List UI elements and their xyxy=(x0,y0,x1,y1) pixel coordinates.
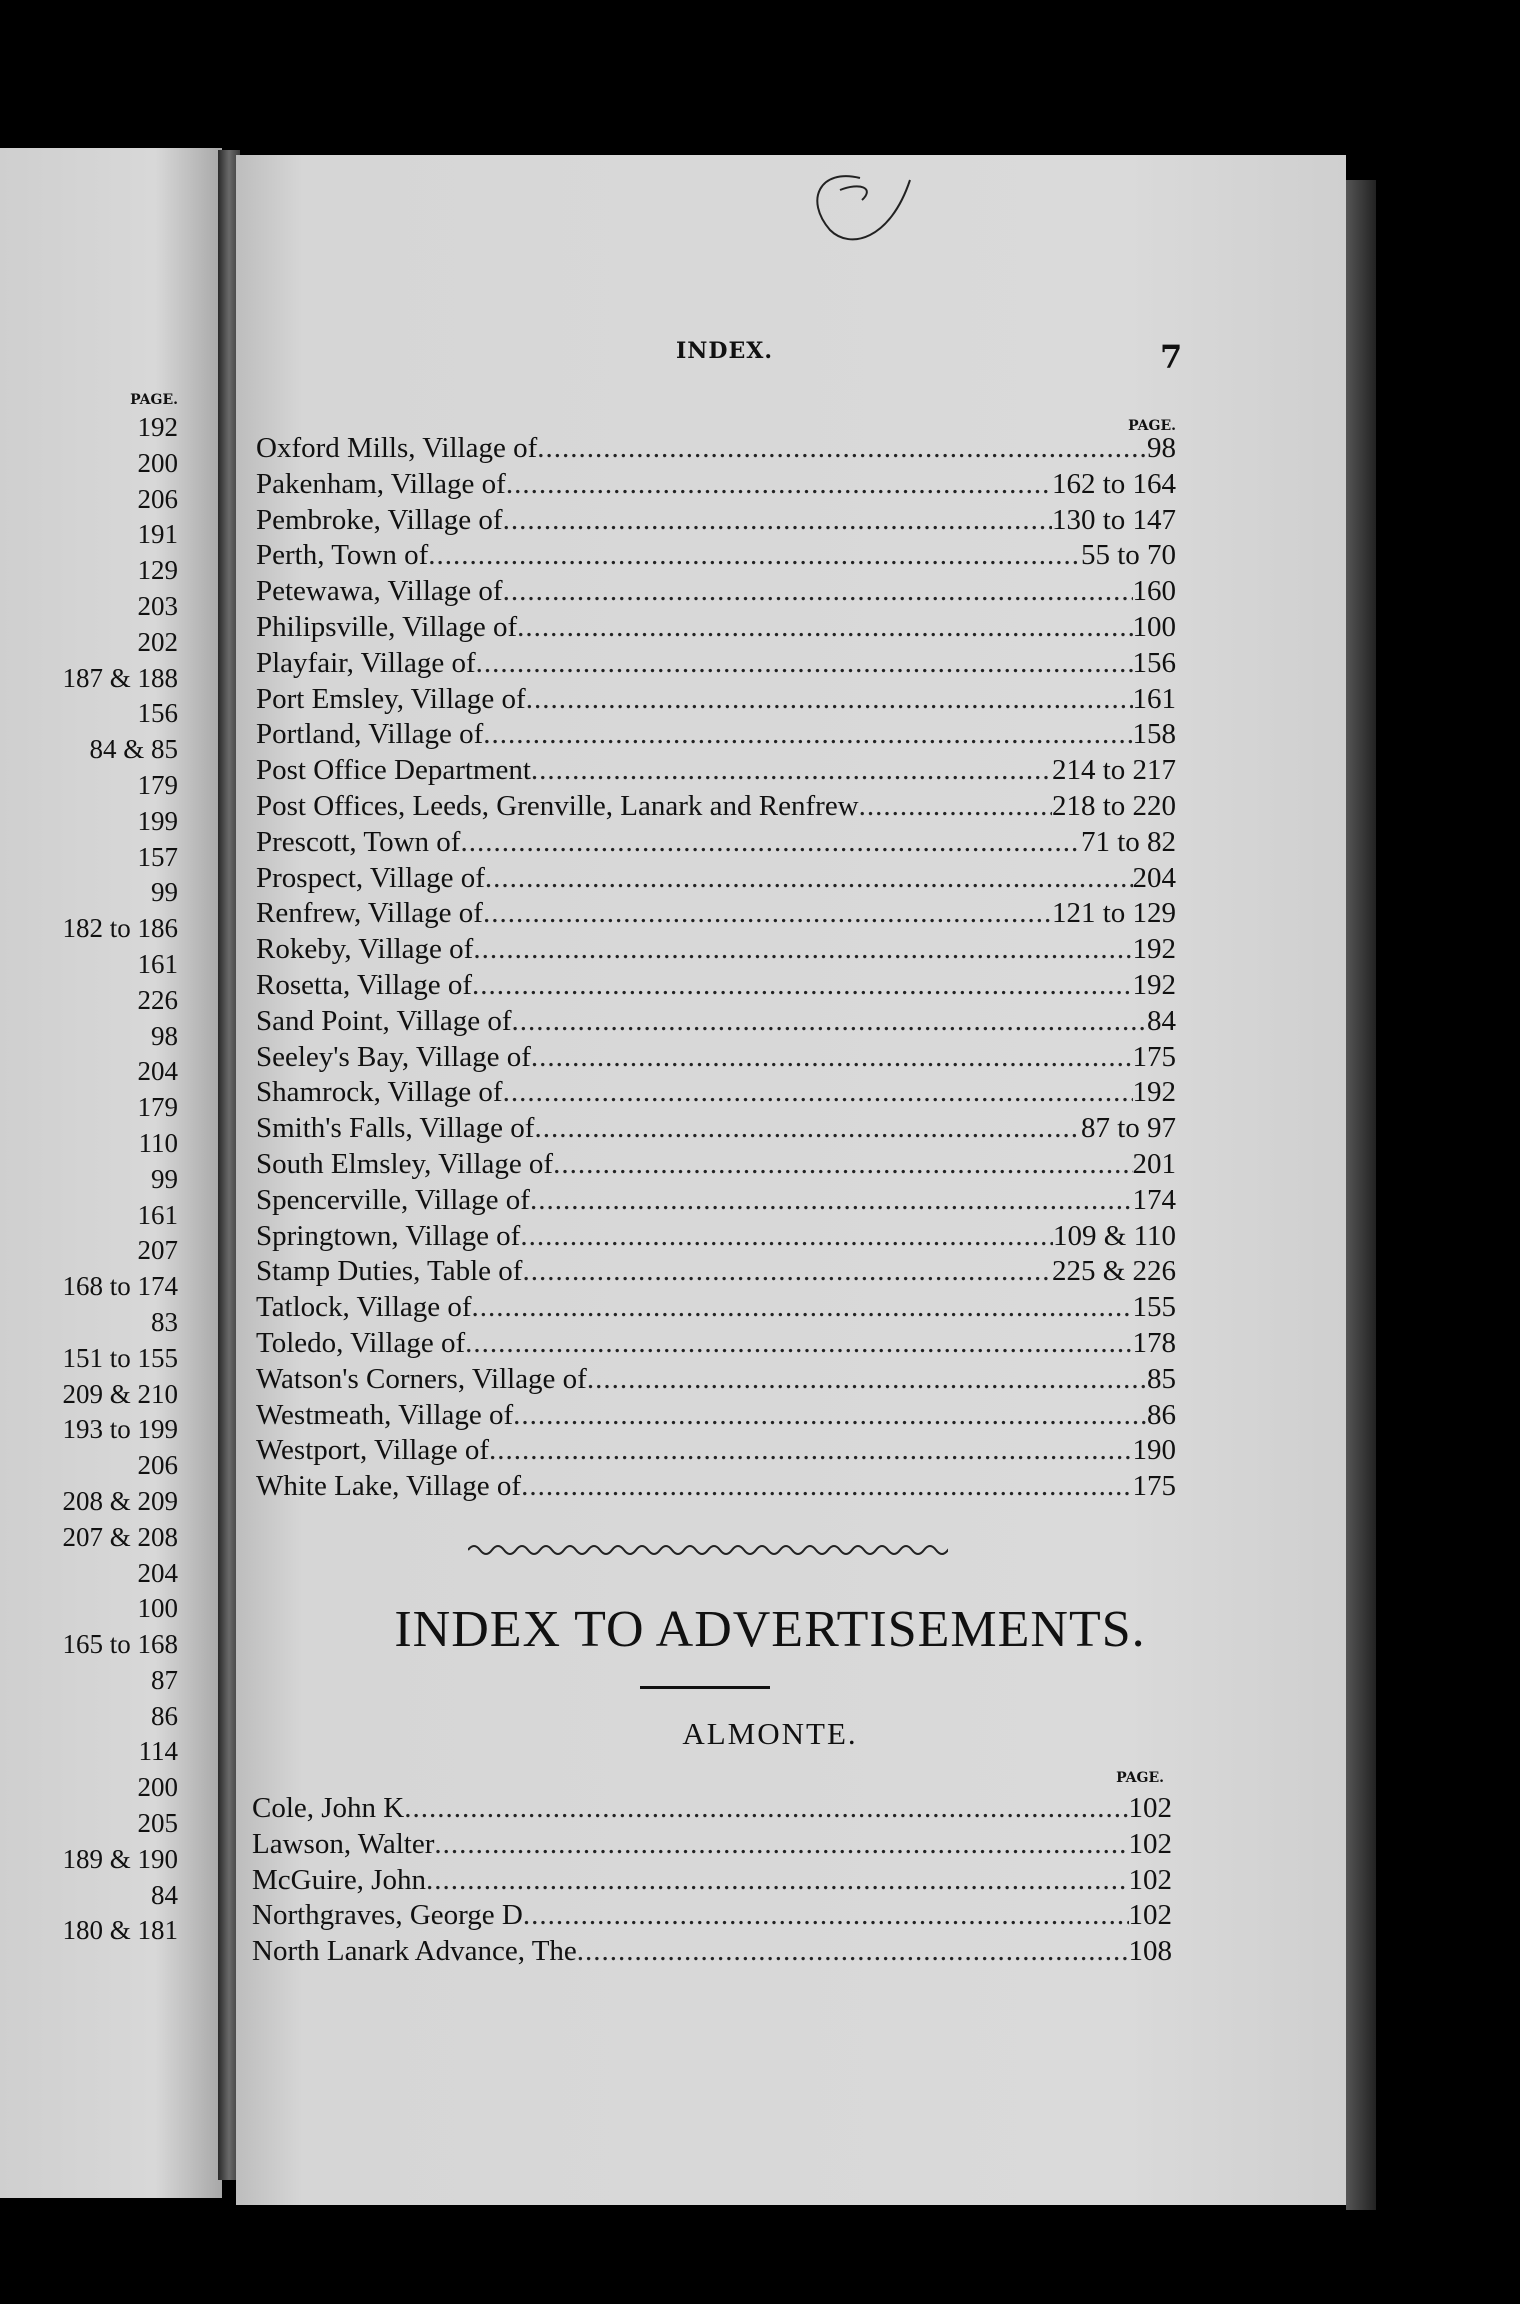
left-page-entry: 110 xyxy=(138,1127,178,1158)
entry-page: 155 xyxy=(1132,1291,1176,1324)
entry-label: Playfair, Village of xyxy=(256,646,476,679)
dot-leader xyxy=(473,931,1132,967)
left-page-entry: 99 xyxy=(151,1163,178,1194)
dot-leader xyxy=(472,967,1133,1003)
left-page-entry: 189 & 190 xyxy=(62,1843,178,1874)
dot-leader xyxy=(522,1253,1051,1289)
left-page-entry: 191 xyxy=(137,519,178,550)
entry-label: Perth, Town of xyxy=(256,539,429,572)
advertisements-page-header: PAGE. xyxy=(1116,1770,1164,1786)
index-entry xyxy=(256,573,1176,609)
left-page-entry: 179 xyxy=(137,1092,178,1123)
entry-page: 55 to 70 xyxy=(1080,539,1176,572)
dot-leader xyxy=(587,1361,1147,1397)
left-page-entry: 156 xyxy=(137,698,178,729)
index-entry xyxy=(256,502,1176,538)
entry-page: 85 xyxy=(1147,1362,1176,1395)
entry-label: Lawson, Walter xyxy=(252,1827,435,1860)
entry-page: 190 xyxy=(1132,1434,1176,1467)
entry-label: Oxford Mills, Village of xyxy=(256,432,538,464)
left-page-entry: 200 xyxy=(137,1772,178,1803)
entry-page: 102 xyxy=(1128,1863,1172,1896)
entry-label: Portland, Village of xyxy=(256,718,484,751)
entry-label: Westmeath, Village of xyxy=(256,1398,514,1431)
entry-label: Westport, Village of xyxy=(256,1434,489,1467)
index-entry xyxy=(252,1790,1172,1826)
entry-label: Sand Point, Village of xyxy=(256,1004,512,1037)
left-page-entry: 161 xyxy=(137,1199,178,1230)
entry-page: 161 xyxy=(1132,682,1176,715)
left-page-entry: 208 & 209 xyxy=(62,1485,178,1516)
entry-page: 175 xyxy=(1132,1470,1176,1503)
index-entry xyxy=(256,1182,1176,1218)
entry-page: 174 xyxy=(1132,1183,1176,1216)
index-entry xyxy=(256,1289,1176,1325)
left-page-entry: 206 xyxy=(137,483,178,514)
left-page-entry: 202 xyxy=(137,626,178,657)
entry-label: Toledo, Village of xyxy=(256,1327,466,1359)
entry-page: 121 to 129 xyxy=(1051,897,1176,930)
left-page-entry: 83 xyxy=(151,1306,178,1337)
entry-page: 87 to 97 xyxy=(1080,1112,1176,1145)
entry-page: 192 xyxy=(1132,969,1176,1001)
left-page-entry: 193 to 199 xyxy=(62,1414,178,1445)
entry-label: Spencerville, Village of xyxy=(256,1183,530,1216)
entry-page: 98 xyxy=(1147,432,1176,464)
index-entry xyxy=(252,1933,1172,1969)
dot-leader xyxy=(503,573,1133,609)
dot-leader xyxy=(476,645,1133,681)
index-entry xyxy=(256,1218,1176,1254)
entry-page: 100 xyxy=(1132,611,1176,643)
index-entry xyxy=(256,824,1176,860)
entry-label: Stamp Duties, Table of xyxy=(256,1255,523,1288)
handwritten-mark-icon xyxy=(800,160,940,270)
dot-leader xyxy=(404,1790,1128,1826)
entry-label: Smith's Falls, Village of xyxy=(256,1112,535,1145)
left-page-entry: 205 xyxy=(137,1808,178,1839)
index-entry xyxy=(256,537,1176,573)
left-page-entry: 182 to 186 xyxy=(62,913,178,944)
index-entry xyxy=(252,1897,1172,1933)
index-entry xyxy=(256,681,1176,717)
entry-page: 109 & 110 xyxy=(1053,1219,1176,1252)
left-page-entry: 207 xyxy=(137,1235,178,1266)
entry-label: Shamrock, Village of xyxy=(256,1076,503,1109)
index-entry xyxy=(256,466,1176,502)
entry-label: Watson's Corners, Village of xyxy=(256,1362,587,1395)
entry-label: North Lanark Advance, The xyxy=(252,1935,577,1968)
dot-leader xyxy=(517,609,1132,645)
entry-label: White Lake, Village of xyxy=(256,1470,522,1503)
index-entry xyxy=(256,1325,1176,1361)
title-rule xyxy=(640,1686,770,1689)
entry-page: 86 xyxy=(1147,1398,1176,1431)
entry-label: Petewawa, Village of xyxy=(256,575,503,608)
left-page-entry: 114 xyxy=(138,1736,178,1767)
index-entry xyxy=(256,609,1176,645)
page-number: 7 xyxy=(1160,338,1183,376)
entry-page: 204 xyxy=(1132,861,1176,894)
dot-leader xyxy=(489,1432,1133,1468)
left-page-entry: 168 to 174 xyxy=(62,1271,178,1302)
entry-page: 102 xyxy=(1128,1899,1172,1932)
left-page-entry: 84 xyxy=(151,1879,178,1910)
index-entry xyxy=(256,1253,1176,1289)
index-entry xyxy=(256,645,1176,681)
index-entry xyxy=(256,1397,1176,1433)
dot-leader xyxy=(526,681,1133,717)
left-page-entry: 161 xyxy=(137,948,178,979)
dot-leader xyxy=(534,1110,1080,1146)
left-page-entry: 100 xyxy=(137,1593,178,1624)
index-entry xyxy=(256,1468,1176,1504)
advertisements-title: INDEX TO ADVERTISEMENTS. xyxy=(394,1601,1146,1658)
left-page-numbers xyxy=(0,410,178,1949)
index-entry xyxy=(256,1110,1176,1146)
dot-leader xyxy=(428,537,1081,573)
index-entry xyxy=(256,716,1176,752)
entry-label: South Elmsley, Village of xyxy=(256,1148,554,1180)
dot-leader xyxy=(503,502,1052,538)
left-page-entry: 200 xyxy=(137,447,178,478)
left-page-entry: 87 xyxy=(151,1664,178,1695)
entry-page: 158 xyxy=(1132,718,1176,751)
left-page-entry: 192 xyxy=(137,412,178,442)
entry-page: 130 to 147 xyxy=(1051,503,1176,536)
entry-page: 218 to 220 xyxy=(1051,790,1176,822)
left-page-entry: 199 xyxy=(137,805,178,836)
entry-page: 178 xyxy=(1132,1327,1176,1359)
entry-page: 192 xyxy=(1132,933,1176,966)
index-entry xyxy=(256,860,1176,896)
index-entry xyxy=(256,430,1176,466)
running-head: INDEX. xyxy=(676,338,773,364)
left-page-entry: 165 to 168 xyxy=(62,1629,178,1660)
town-heading: ALMONTE. xyxy=(682,1716,858,1751)
index-entry xyxy=(256,931,1176,967)
dot-leader xyxy=(503,1074,1133,1110)
dot-leader xyxy=(537,430,1147,466)
left-page-entry: 151 to 155 xyxy=(62,1342,178,1373)
entry-page: 175 xyxy=(1132,1040,1176,1073)
wavy-divider-icon xyxy=(468,1540,948,1560)
entry-label: Tatlock, Village of xyxy=(256,1291,472,1324)
index-entry xyxy=(256,788,1176,824)
index-entry xyxy=(252,1862,1172,1898)
left-page-entry: 180 & 181 xyxy=(62,1915,178,1946)
index-page-header: PAGE. xyxy=(1128,418,1176,434)
dot-leader xyxy=(520,1218,1053,1254)
dot-leader xyxy=(472,1289,1133,1325)
index-entry xyxy=(256,752,1176,788)
entry-label: Springtown, Village of xyxy=(256,1219,521,1252)
entry-label: Seeley's Bay, Village of xyxy=(256,1040,531,1073)
page-edge xyxy=(1346,180,1376,2210)
index-entry xyxy=(256,1003,1176,1039)
entry-label: Port Emsley, Village of xyxy=(256,682,526,715)
dot-leader xyxy=(521,1468,1132,1504)
entry-label: Rosetta, Village of xyxy=(256,969,472,1001)
dot-leader xyxy=(531,1039,1133,1075)
entry-page: 201 xyxy=(1132,1148,1176,1180)
dot-leader xyxy=(465,1325,1132,1361)
left-page-entry: 203 xyxy=(137,590,178,621)
dot-leader xyxy=(530,1182,1133,1218)
left-page-entry: 179 xyxy=(137,769,178,800)
dot-leader xyxy=(485,860,1133,896)
dot-leader xyxy=(512,1003,1148,1039)
dot-leader xyxy=(523,1897,1129,1933)
index-entry xyxy=(256,1039,1176,1075)
entry-page: 84 xyxy=(1147,1004,1176,1037)
dot-leader xyxy=(483,895,1052,931)
dot-leader xyxy=(859,788,1052,824)
entry-label: Pakenham, Village of xyxy=(256,467,506,500)
index-entry xyxy=(256,967,1176,1003)
index-entry xyxy=(256,1146,1176,1182)
entry-label: Rokeby, Village of xyxy=(256,933,474,966)
left-page-entry: 84 & 85 xyxy=(89,734,178,765)
index-entry xyxy=(256,1432,1176,1468)
index-entry xyxy=(252,1826,1172,1862)
index-entry xyxy=(256,895,1176,931)
entry-page: 71 to 82 xyxy=(1080,825,1176,858)
left-page-entry: 209 & 210 xyxy=(62,1378,178,1409)
dot-leader xyxy=(513,1397,1147,1433)
entry-label: Cole, John K xyxy=(252,1792,405,1824)
entry-label: Renfrew, Village of xyxy=(256,897,483,930)
dot-leader xyxy=(577,1933,1129,1969)
left-page-entry: 204 xyxy=(137,1557,178,1588)
index-entry xyxy=(256,1361,1176,1397)
left-page-entry: 98 xyxy=(151,1020,178,1051)
entry-label: Prescott, Town of xyxy=(256,825,461,858)
entry-label: Post Office Department xyxy=(256,754,531,787)
left-page-entry: 86 xyxy=(151,1700,178,1731)
left-page-entry: 206 xyxy=(137,1450,178,1481)
left-page-entry: 207 & 208 xyxy=(62,1521,178,1552)
entry-label: McGuire, John xyxy=(252,1863,426,1896)
left-page-entry: 129 xyxy=(137,555,178,586)
dot-leader xyxy=(483,716,1132,752)
left-page-entry: 157 xyxy=(137,841,178,872)
left-page-entry: 204 xyxy=(137,1056,178,1087)
entry-page: 225 & 226 xyxy=(1051,1255,1176,1288)
left-page-entry: 226 xyxy=(137,984,178,1015)
entry-label: Northgraves, George D xyxy=(252,1899,523,1932)
entry-label: Pembroke, Village of xyxy=(256,503,503,536)
dot-leader xyxy=(434,1826,1128,1862)
entry-page: 214 to 217 xyxy=(1051,754,1176,787)
left-page-header: PAGE. xyxy=(130,392,178,408)
entry-page: 162 to 164 xyxy=(1051,467,1176,500)
entry-page: 108 xyxy=(1128,1935,1172,1968)
dot-leader xyxy=(426,1862,1129,1898)
entry-label: Prospect, Village of xyxy=(256,861,485,894)
entry-page: 102 xyxy=(1128,1827,1172,1860)
entry-page: 102 xyxy=(1128,1792,1172,1824)
dot-leader xyxy=(506,466,1052,502)
index-entry xyxy=(256,1074,1176,1110)
left-page-column xyxy=(0,392,178,1949)
entry-page: 156 xyxy=(1132,646,1176,679)
entry-page: 192 xyxy=(1132,1076,1176,1109)
entry-label: Post Offices, Leeds, Grenville, Lanark and Renfrew xyxy=(256,790,859,822)
dot-leader xyxy=(460,824,1080,860)
dot-leader xyxy=(553,1146,1132,1182)
left-page-entry: 99 xyxy=(151,877,178,908)
left-page-entry: 187 & 188 xyxy=(62,662,178,693)
dot-leader xyxy=(531,752,1052,788)
entry-page: 160 xyxy=(1132,575,1176,608)
entry-label: Philipsville, Village of xyxy=(256,611,518,643)
